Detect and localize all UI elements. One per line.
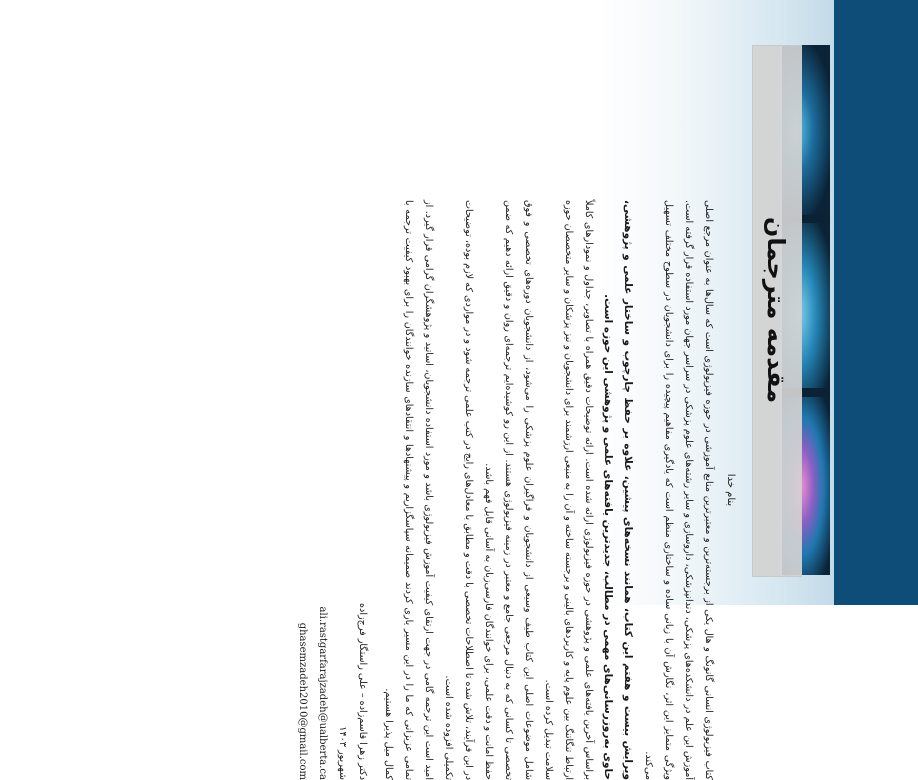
blue-edge-strip xyxy=(834,0,918,605)
paragraph-6: امید است این ترجمه گامی در جهت ارتقای کیفیت آموزش فیزیولوژی باشد و مورد استفاده دانشجویان، اساتید و پژوهشگران گرامی قرار گیرد. از تمامی عزیزانی که ما را در این مسیر یاری کردند صمیمانه سپاسگزاریم و پیشنهادها و انتقادهای سازنده خوانندگان را برای بهبود کیفیت ترجمه با کمال میل پذیرا هستیم. xyxy=(383,200,434,780)
paragraph-3: براساس آخرین یافته‌های علمی و پژوهشی در حوزه فیزیولوژی ارائه شده است. ارائه توضیحات دقیق همراه با تصاویر، جداول و نمودارهای کاملاً ارتباط تنگاتنگ بین علوم پایه و کاربرد‌های بالینی و برجسته ساخته و آن را به منبعی ارزشمند برای دانشجویان و نیز پزشکان و سایر متخصصان حوزه سلامت تبدیل کرده است. xyxy=(543,200,594,780)
basmala: بنام خدا xyxy=(725,473,736,507)
signature-date: شهریور ۱۴۰۳ xyxy=(337,726,348,780)
email-address-2: ghasemzadeh2010@gmail.com xyxy=(297,622,308,780)
paragraph-1: کتاب فیزیولوژی انسانی گانونگ و هال یکی از برجسته‌ترین و معتبرترین منابع آموزشی در حوزه فیزیولوژی است که سال‌ها به عنوان مرجع اصلی آموزش این علم در دانشکده‌های پزشکی، دندانپزشکی، داروسازی و سایر رشته‌های علوم پزشکی در سراسر جهان مورد استفاده قرار گرفته است. ویژگی متمایز این اثر، نگارش آن با زبانی ساده و ساختاری منظم است که یادگیری مفاهیم پیچیده را برای دانشجویان در سطوح مختلف تسهیل می‌کند. xyxy=(643,200,714,780)
page-title: مقدمه مترجمان xyxy=(762,216,790,404)
paragraph-2: ویرایش بیست و هفتم این کتاب، همانند نسخه‌های پیشین، علاوه بر حفظ چارچوب و ساختار علمی و پژوهشی، حاوی به‌روزرسانی‌های مهمی در مطالب، جدیدترین یافته‌های علمی و پژوهشی این حوزه است. xyxy=(602,200,634,780)
paragraph-5: در این فرآیند، تلاش شده تا اصطلاحات تخصصی با دقت و مطابق با معادل‌های رایج در کتب علمی ترجمه شود و در مواردی که لازم بوده، توضیحات تکمیلی افزوده شده است. xyxy=(443,200,474,780)
translators-preface xyxy=(292,200,740,780)
signature-names: دکتر زهرا قاسم‌زاده – علی راستگار فرج‌زاده xyxy=(357,603,368,780)
paragraph-4: شامل موضوعات اصلی این کتاب طیف وسیعی از دانشجویان و فراگیران علوم پزشکی را می‌شود، از دانشجویان دوره‌های تخصصی و فوق تخصصی تا کسانی که به دنبال مرجعی جامع و معتبر در زمینه فیزیولوژی هستند. از این رو کوشیده‌ایم ترجمه‌ای روان و دقیق ارائه دهیم که ضمن حفظ امانت و دقت علمی، برای خوانندگان فارسی‌زبان به آسانی قابل فهم باشد. xyxy=(483,200,534,780)
email-address-1: ali.rastgarfarajzadeh@ualberta.ca xyxy=(317,606,328,780)
